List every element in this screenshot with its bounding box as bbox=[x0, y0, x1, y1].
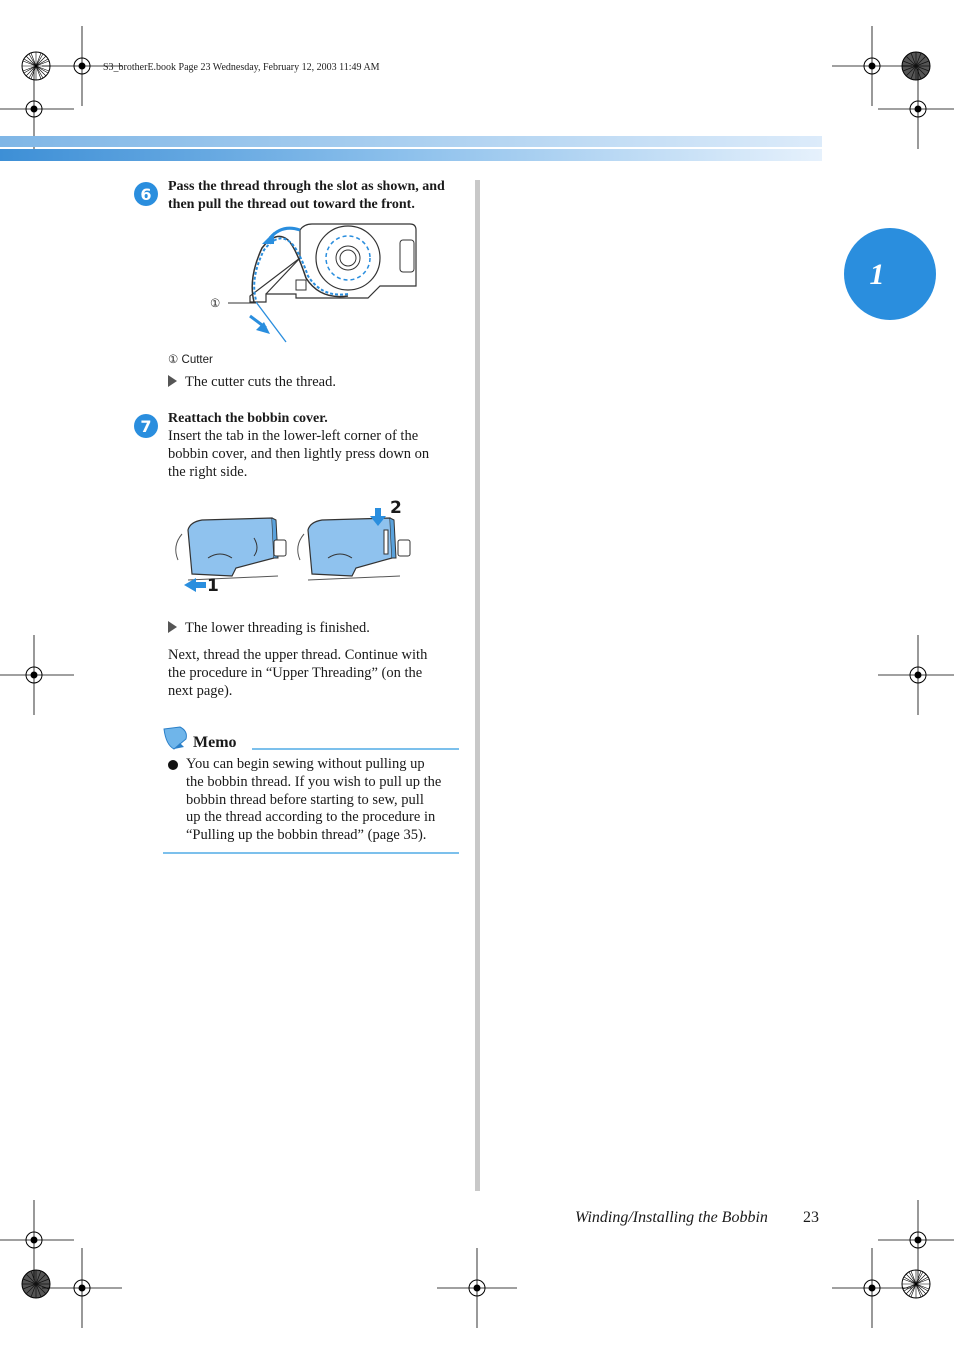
step-6-instruction: Pass the thread through the slot as shown, and then pull the thread out toward the front. bbox=[168, 179, 445, 212]
memo-top-rule bbox=[252, 748, 459, 750]
triangle-bullet-icon bbox=[168, 375, 177, 387]
step-7-result: The lower threading is finished. bbox=[168, 620, 370, 638]
memo-title: Memo bbox=[193, 734, 237, 751]
cutter-callout: ① bbox=[210, 298, 221, 310]
step-6-badge: 6 bbox=[134, 182, 158, 206]
step-7-badge: 7 bbox=[134, 414, 158, 438]
file-info-header: S3_brotherE.book Page 23 Wednesday, February 12, 2003 11:49 AM bbox=[103, 62, 380, 73]
step-7-description: Insert the tab in the lower-left corner of the bobbin cover, and then lightly press down on the right side. bbox=[168, 428, 430, 480]
arrow-2-label: 2 bbox=[390, 498, 402, 518]
bobbin-cutter-illustration bbox=[200, 218, 430, 348]
step-6-result: The cutter cuts the thread. bbox=[168, 374, 336, 392]
next-step-paragraph: Next, thread the upper thread. Continue with the procedure in “Upper Threading” (on the next page). bbox=[168, 647, 428, 699]
memo-text: You can begin sewing without pulling up the bobbin thread. If you wish to pull up the bobbin thread before starting to sew, pull up the thread according to the procedure in “Pulling up the bobbin thread” (page 35). bbox=[186, 756, 442, 844]
memo-bottom-rule bbox=[163, 852, 459, 854]
triangle-bullet-icon bbox=[168, 621, 177, 633]
column-divider bbox=[475, 180, 480, 1191]
arrow-1-label: 1 bbox=[207, 576, 219, 596]
memo-bullet bbox=[168, 760, 178, 770]
chapter-tab bbox=[844, 228, 936, 320]
page-number: 23 bbox=[803, 1209, 819, 1226]
footer-section-title: Winding/Installing the Bobbin bbox=[575, 1209, 768, 1226]
memo-pencil-icon bbox=[162, 725, 190, 751]
header-color-band bbox=[0, 136, 822, 162]
chapter-number: 1 bbox=[869, 258, 885, 291]
step-7-content bbox=[168, 410, 429, 481]
cutter-legend: ① Cutter bbox=[168, 354, 213, 366]
step-7-title: Reattach the bobbin cover. bbox=[168, 411, 328, 426]
